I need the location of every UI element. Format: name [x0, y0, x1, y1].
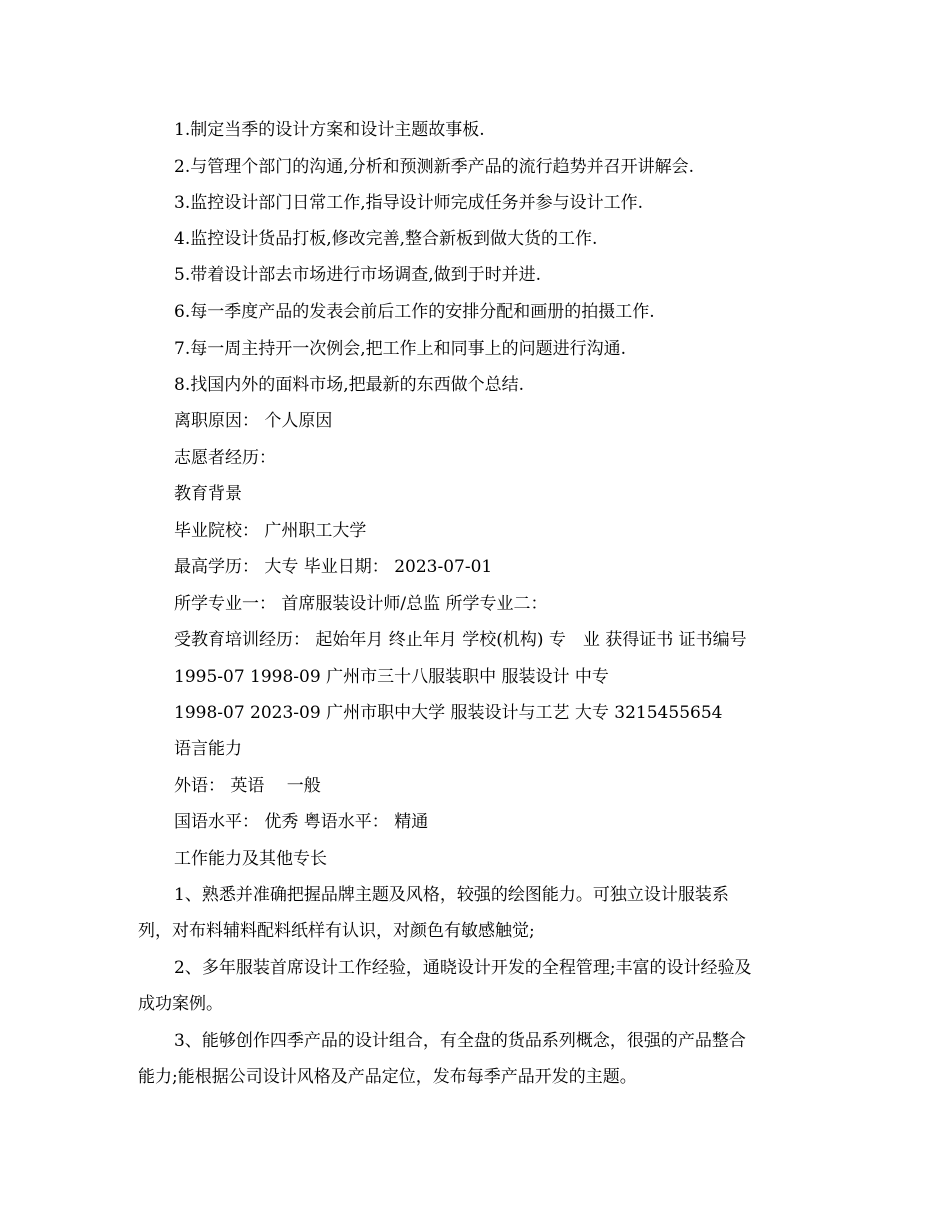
duty-item: 5.带着设计部去市场进行市场调查,做到于时并进.: [174, 265, 542, 285]
duty-item: 6.每一季度产品的发表会前后工作的安排分配和画册的拍摄工作.: [174, 302, 655, 322]
volunteer-experience: 志愿者经历：: [174, 448, 276, 468]
duty-item: 1.制定当季的设计方案和设计主题故事板.: [174, 120, 485, 140]
training-header: 受教育培训经历： 起始年月 终止年月 学校(机构) 专 业 获得证书 证书编号: [174, 630, 747, 650]
education-heading: 教育背景: [174, 484, 242, 504]
highest-degree: 最高学历： 大专 毕业日期： 2023-07-01: [174, 557, 493, 577]
skill-item-line: 1、熟悉并准确把握品牌主题及风格，较强的绘图能力。可独立设计服装系: [174, 885, 729, 905]
leave-reason: 离职原因： 个人原因: [174, 411, 333, 431]
training-record: 1995-07 1998-09 广州市三十八服装职中 服装设计 中专: [174, 667, 609, 687]
mandarin-cantonese-level: 国语水平： 优秀 粤语水平： 精通: [174, 812, 429, 832]
skill-item-line: 成功案例。: [138, 994, 223, 1014]
major: 所学专业一： 首席服装设计师/总监 所学专业二：: [174, 594, 548, 614]
graduate-school: 毕业院校： 广州职工大学: [174, 521, 367, 541]
skills-heading: 工作能力及其他专长: [174, 849, 327, 869]
skill-item-line: 3、能够创作四季产品的设计组合，有全盘的货品系列概念，很强的产品整合: [174, 1031, 746, 1051]
duty-item: 4.监控设计货品打板,修改完善,整合新板到做大货的工作.: [174, 229, 598, 249]
duty-item: 2.与管理个部门的沟通,分析和预测新季产品的流行趋势并召开讲解会.: [174, 157, 695, 177]
language-heading: 语言能力: [174, 739, 242, 759]
duty-item: 7.每一周主持开一次例会,把工作上和同事上的问题进行沟通.: [174, 339, 627, 359]
duty-item: 8.找国内外的面料市场,把最新的东西做个总结.: [174, 375, 525, 395]
skill-item-line: 2、多年服装首席设计工作经验，通晓设计开发的全程管理;丰富的设计经验及: [174, 958, 752, 978]
foreign-language: 外语： 英语 一般: [174, 776, 321, 796]
training-record: 1998-07 2023-09 广州市职中大学 服装设计与工艺 大专 3215455654: [174, 703, 723, 723]
duty-item: 3.监控设计部门日常工作,指导设计师完成任务并参与设计工作.: [174, 193, 644, 213]
skill-item-line: 能力;能根据公司设计风格及产品定位，发布每季产品开发的主题。: [138, 1067, 637, 1087]
skill-item-line: 列，对布料辅料配料纸样有认识，对颜色有敏感触觉;: [138, 921, 535, 941]
